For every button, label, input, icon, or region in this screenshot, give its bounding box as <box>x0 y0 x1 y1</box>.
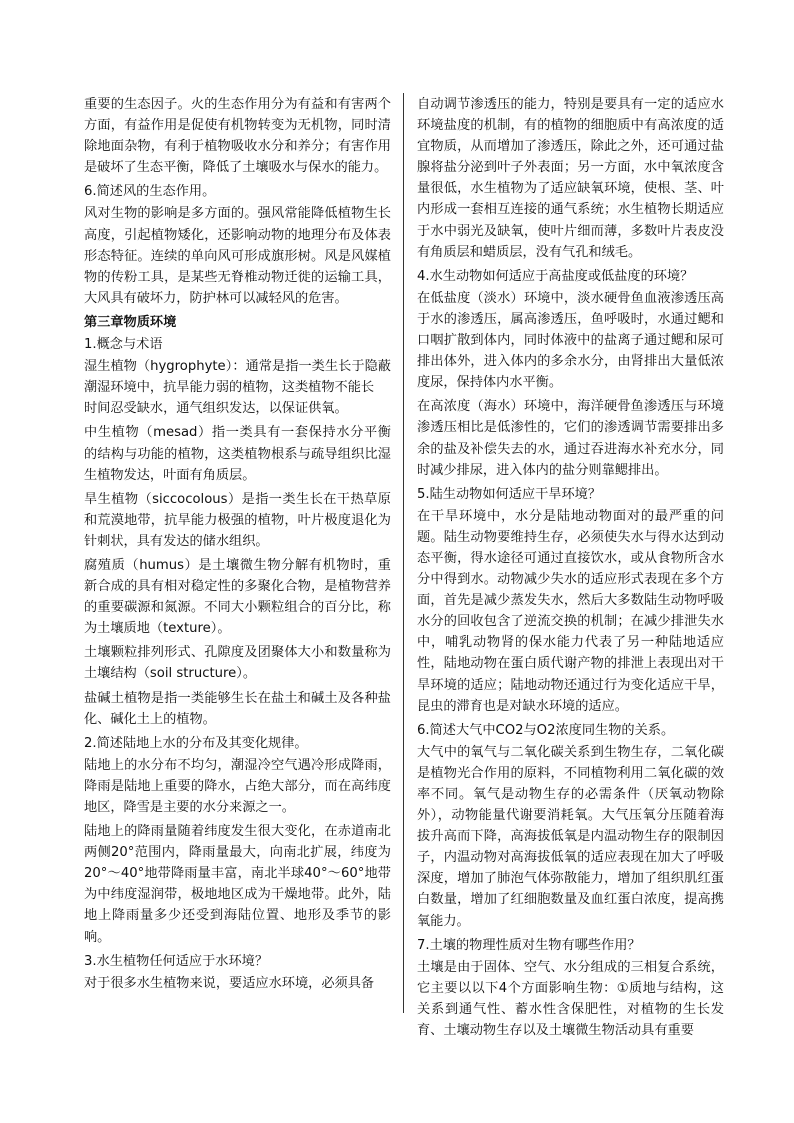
paragraph: 旱生植物（siccocolous）是指一类生长在干热草原和荒漠地带，抗旱能力极强的植物，叶片极度退化为针刺状，具有发达的储水组织。 <box>84 491 391 549</box>
paragraph: 湿生植物（hygrophyte）：通常是指一类生长于隐蔽潮湿环境中，抗旱能力弱的植物，这类植物不能长 <box>84 359 391 396</box>
chapter-title: 第三章物质环境 <box>84 314 177 330</box>
section-heading: 6.简述大气中CO2与O2浓度同生物的关系。 <box>417 722 675 738</box>
right-column <box>417 94 724 1044</box>
paragraph: 大气中的氧气与二氧化碳关系到生物生存，二氧化碳是植物光合作用的原料，不同植物利用二氧化碳的效率不同。氧气是动物生存的必需条件（厌氧动物除外），动物能量代谢要消耗氧。大气压氧分压随着海拔升高而下降，高海拔低氧是内温动物生存的限制因子，内温动物对高海拔低氧的适应表现在加大了呼吸深度，增加了肺泡气体弥散能力，增加了组织肌红蛋白数量，增加了红细胞数量及血红蛋白浓度，提高携氧能力。 <box>417 744 724 929</box>
paragraph: 对于很多水生植物来说，要适应水环境，必须具备 <box>84 975 375 991</box>
section-heading: 6.简述风的生态作用。 <box>84 184 216 200</box>
paragraph: 土壤颗粒排列形式、孔隙度及团聚体大小和数量称为土壤结构（soil structure）。 <box>84 645 391 682</box>
section-heading: 3.水生植物任何适应于水环境？ <box>84 953 269 969</box>
paragraph: 中生植物（mesad）指一类具有一套保持水分平衡的结构与功能的植物，这类植物根系与疏导组织比湿生植物发达，叶面有角质层。 <box>84 425 391 483</box>
section-heading: 4.水生动物如何适应于高盐度或低盐度的环境？ <box>417 268 694 284</box>
section-heading: 2.简述陆地上水的分布及其变化规律。 <box>84 735 308 751</box>
column-divider <box>403 93 404 1013</box>
paragraph: 在干旱环境中，水分是陆地动物面对的最严重的问题。陆生动物要维持生存，必须使失水与得水达到动态平衡，得水途径可通过直接饮水，或从食物所含水分中得到水。动物减少失水的适应形式表现在多个方面，首先是减少蒸发失水，然后大多数陆生动物呼吸水分的回收包含了逆流交换的机制；在减少排泄失水中，哺乳动物肾的保水能力代表了另一种陆地适应性，陆地动物在蛋白质代谢产物的排泄上表现出对干旱环境的适应；陆地动物还通过行为变化适应干旱，昆虫的滞育也是对缺水环境的适应。 <box>417 508 724 714</box>
left-column <box>84 94 391 997</box>
paragraph: 在低盐度（淡水）环境中，淡水硬骨鱼血液渗透压高于水的渗透压，属高渗透压，鱼呼吸时，水通过鳃和口咽扩散到体内，同时体液中的盐离子通过鳃和尿可排出体外，进入体内的多余水分，由肾排出大量低浓度尿，保持体内水平衡。 <box>417 290 724 391</box>
paragraph: 土壤是由于固体、空气、水分组成的三相复合系统，它主要以以下4个方面影响生物：①质地与结构，这关系到通气性、蓄水性含保肥性，对植物的生长发育、土壤动物生存以及土壤微生物活动具有重要 <box>417 959 724 1039</box>
paragraph: 盐碱土植物是指一类能够生长在盐土和碱土及各种盐化、碱化土上的植物。 <box>84 690 391 727</box>
paragraph: 重要的生态因子。火的生态作用分为有益和有害两个方面，有益作用是促使有机物转变为无机物，同时清除地面杂物，有利于植物吸收水分和养分；有害作用是破坏了生态平衡，降低了土壤吸水与保水的能力。 <box>84 97 391 176</box>
section-heading: 1.概念与术语 <box>84 337 163 353</box>
paragraph: 腐殖质（humus）是土壤微生物分解有机物时，重新合成的具有相对稳定性的多聚化合物，是植物营养的重要碳源和氮源。不同大小颗粒组合的百分比，称为土壤质地（texture）。 <box>84 557 391 637</box>
paragraph: 风对生物的影响是多方面的。强风常能降低植物生长高度，引起植物矮化，还影响动物的地理分布及体表形态特征。连续的单向风可形成旗形树。风是风媒植物的传粉工具，是某些无脊椎动物迁徙的运输工具，大风具有破坏力，防护林可以减轻风的危害。 <box>84 206 391 306</box>
paragraph: 在高浓度（海水）环境中，海洋硬骨鱼渗透压与环境渗透压相比是低渗性的，它们的渗透调节需要排出多余的盐及补偿失去的水，通过吞进海水补充水分，同时减少排尿，进入体内的盐分则靠鳃排出。 <box>417 399 724 478</box>
section-heading: 5.陆生动物如何适应干旱环境？ <box>417 486 602 502</box>
paragraph: 陆地上的降雨量随着纬度发生很大变化，在赤道南北两侧20°范围内，降雨量最大，向南北扩展，纬度为20°～40°地带降雨量丰富，南北半球40°～60°地带为中纬度湿润带，极地地区成为干燥地带。此外，陆地上降雨量多少还受到海陆位置、地形及季节的影响。 <box>84 824 391 945</box>
paragraph: 自动调节渗透压的能力，特别是要具有一定的适应水环境盐度的机制，有的植物的细胞质中有高浓度的适宜物质，从而增加了渗透压，除此之外，还可通过盐腺将盐分泌到叶子外表面；另一方面，水中氧浓度含量很低，水生植物为了适应缺氧环境，使根、茎、叶内形成一套相互连接的通气系统；水生植物长期适应于水中弱光及缺氧，使叶片细而薄，多数叶片表皮没有角质层和蜡质层，没有气孔和绒毛。 <box>417 97 724 260</box>
paragraph: 陆地上的水分布不均匀，潮湿冷空气遇冷形成降雨，降雨是陆地上重要的降水，占绝大部分，而在高纬度地区，降雪是主要的水分来源之一。 <box>84 757 391 815</box>
section-heading: 7.土壤的物理性质对生物有哪些作用？ <box>417 937 641 953</box>
paragraph: 时间忍受缺水，通气组织发达，以保证供氧。 <box>84 401 348 417</box>
